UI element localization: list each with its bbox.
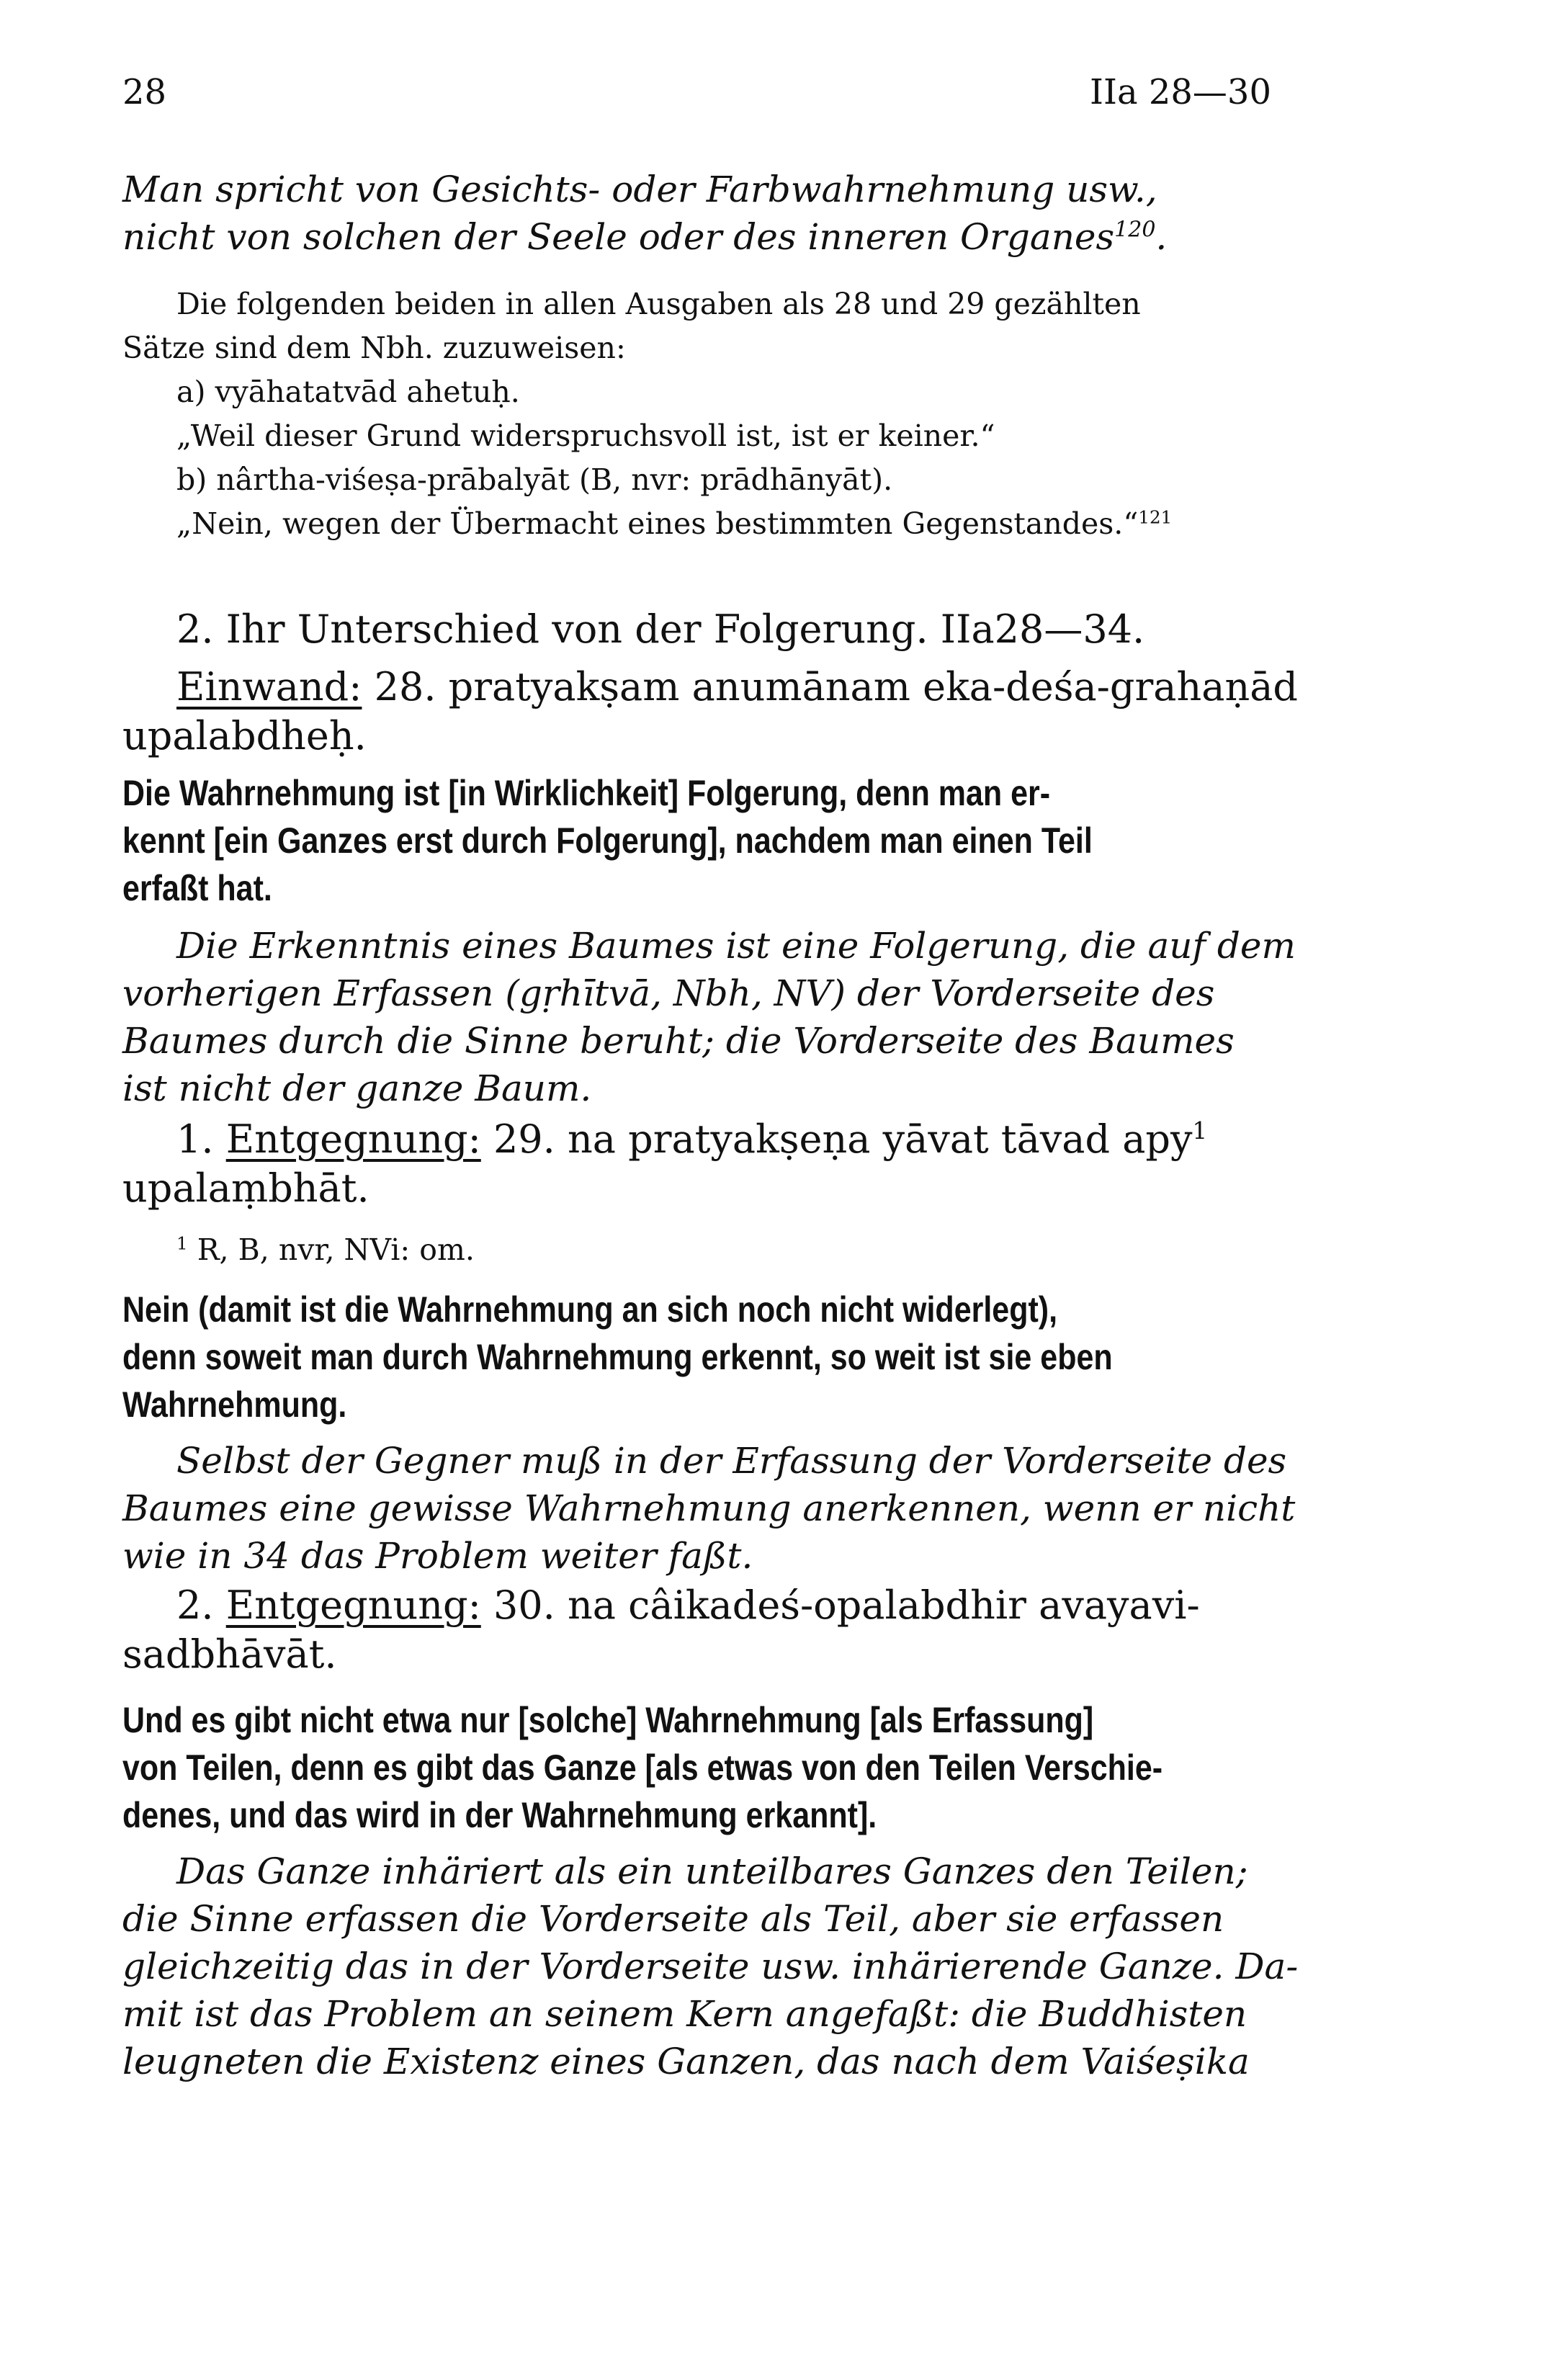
text-line: Man spricht von Gesichts- oder Farbwahrnehmung usw., (122, 169, 1157, 210)
text-line (122, 1228, 1260, 1272)
text-span: 30. na câikadeś-opalabdhir avayavi- (480, 1583, 1200, 1628)
heading-text: 2. Ihr Unterschied von der Folgerung. IIa28—34. (176, 606, 1145, 652)
text-line: Baumes eine gewisse Wahrnehmung anerkennen, wenn er nicht (122, 1487, 1296, 1529)
text-line: a) vyāhatatvād ahetuḥ. (176, 375, 520, 409)
text-line: die Sinne erfassen die Vorderseite als Teil, aber sie erfassen (122, 1898, 1224, 1940)
text-line: Die Erkenntnis eines Baumes ist eine Folgerung, die auf dem (176, 925, 1296, 967)
text-line: vorherigen Erfassen (gṛhītvā, Nbh, NV) der Vorderseite des (122, 972, 1215, 1014)
entgegnung-label: Entgegnung: (225, 1116, 481, 1162)
text-line: wie in 34 das Problem weiter faßt. (122, 1535, 753, 1577)
einwand-label: Einwand: (176, 664, 362, 710)
entgegnung-label: Entgegnung: (225, 1583, 481, 1628)
reply-2-sutra (122, 1581, 1260, 1679)
reply-1-sutra (122, 1115, 1260, 1213)
italic-commentary-3 (122, 1437, 1296, 1580)
text-span: R, B, nvr, NVi: om. (187, 1232, 475, 1267)
text-line: „Weil dieser Grund widerspruchsvoll ist, ist er keiner.“ (176, 418, 995, 453)
text-line (122, 502, 1260, 546)
text-span: „Nein, wegen der Übermacht eines bestimmten Gegenstandes.“ (176, 506, 1139, 541)
text-line (122, 213, 1260, 261)
text-line: Die folgenden beiden in allen Ausgaben als 28 und 29 gezählten (176, 287, 1141, 321)
note-ref: 120 (1114, 217, 1156, 243)
text-line: b) nârtha-viśeṣa-prābalyāt (B, nvr: prādhānyāt). (176, 462, 893, 497)
text-line: Baumes durch die Sinne beruht; die Vorderseite des Baumes (122, 1020, 1235, 1062)
page-number: 28 (122, 72, 167, 112)
section-heading (122, 605, 1260, 654)
text-line (122, 1115, 1260, 1164)
text-line: von Teilen, denn es gibt das Ganze [als etwas von den Teilen Verschie- (122, 1747, 1163, 1788)
italic-commentary-4 (122, 1848, 1299, 2085)
text-line: sadbhāvāt. (122, 1631, 337, 1677)
italic-commentary-2 (122, 922, 1296, 1112)
italic-commentary-1 (122, 166, 1260, 261)
text-span: . (1155, 216, 1168, 258)
section-reference: IIa 28—30 (1090, 72, 1271, 112)
text-line: gleichzeitig das in der Vorderseite usw. inhärierende Ganze. Da- (122, 1946, 1299, 1987)
text-line: Das Ganze inhäriert als ein unteilbares Ganzes den Teilen; (176, 1850, 1248, 1892)
translation-2 (122, 1286, 1262, 1428)
page-header (122, 72, 1271, 130)
note-ref: 1 (1192, 1117, 1208, 1145)
text-span: 29. na pratyakṣeṇa yāvat tāvad apy (480, 1116, 1193, 1162)
text-line: erfaßt hat. (122, 868, 272, 908)
footnote (122, 1228, 1260, 1272)
text-line: denes, und das wird in der Wahrnehmung erkannt]. (122, 1795, 877, 1835)
text-line: Wahrnehmung. (122, 1384, 347, 1425)
text-line: Die Wahrnehmung ist [in Wirklichkeit] Folgerung, denn man er- (122, 773, 1051, 813)
text-line: leugneten die Existenz eines Ganzen, das nach dem Vaiśeṣika (122, 2041, 1250, 2082)
text-span: nicht von solchen der Seele oder des inneren Organes (122, 216, 1115, 258)
text-line: ist nicht der ganze Baum. (122, 1067, 592, 1109)
editorial-note (122, 282, 1260, 546)
note-ref: 121 (1138, 506, 1173, 528)
text-line: kennt [ein Ganzes erst durch Folgerung], nachdem man einen Teil (122, 820, 1093, 861)
text-span: 1. (176, 1116, 226, 1162)
text-span: 28. pratyakṣam anumānam eka-deśa-grahaṇād (362, 664, 1298, 710)
text-line: upalabdheḥ. (122, 713, 367, 758)
text-line: denn soweit man durch Wahrnehmung erkennt, so weit ist sie eben (122, 1337, 1113, 1377)
text-line: upalaṃbhāt. (122, 1165, 369, 1211)
text-line: Sätze sind dem Nbh. zuzuweisen: (122, 331, 626, 365)
text-line: Nein (damit ist die Wahrnehmung an sich noch nicht widerlegt), (122, 1289, 1058, 1330)
text-line: mit ist das Problem an seinem Kern angefaßt: die Buddhisten (122, 1993, 1247, 2035)
footnote-mark: 1 (176, 1232, 188, 1254)
translation-3 (122, 1696, 1262, 1839)
text-line: Selbst der Gegner muß in der Erfassung der Vorderseite des (176, 1440, 1287, 1482)
text-line: Und es gibt nicht etwa nur [solche] Wahrnehmung [als Erfassung] (122, 1700, 1094, 1740)
translation-1 (122, 769, 1262, 912)
objection-sutra (122, 663, 1298, 761)
text-line (122, 1581, 1260, 1630)
text-line (122, 663, 1298, 712)
text-span: 2. (176, 1583, 226, 1628)
